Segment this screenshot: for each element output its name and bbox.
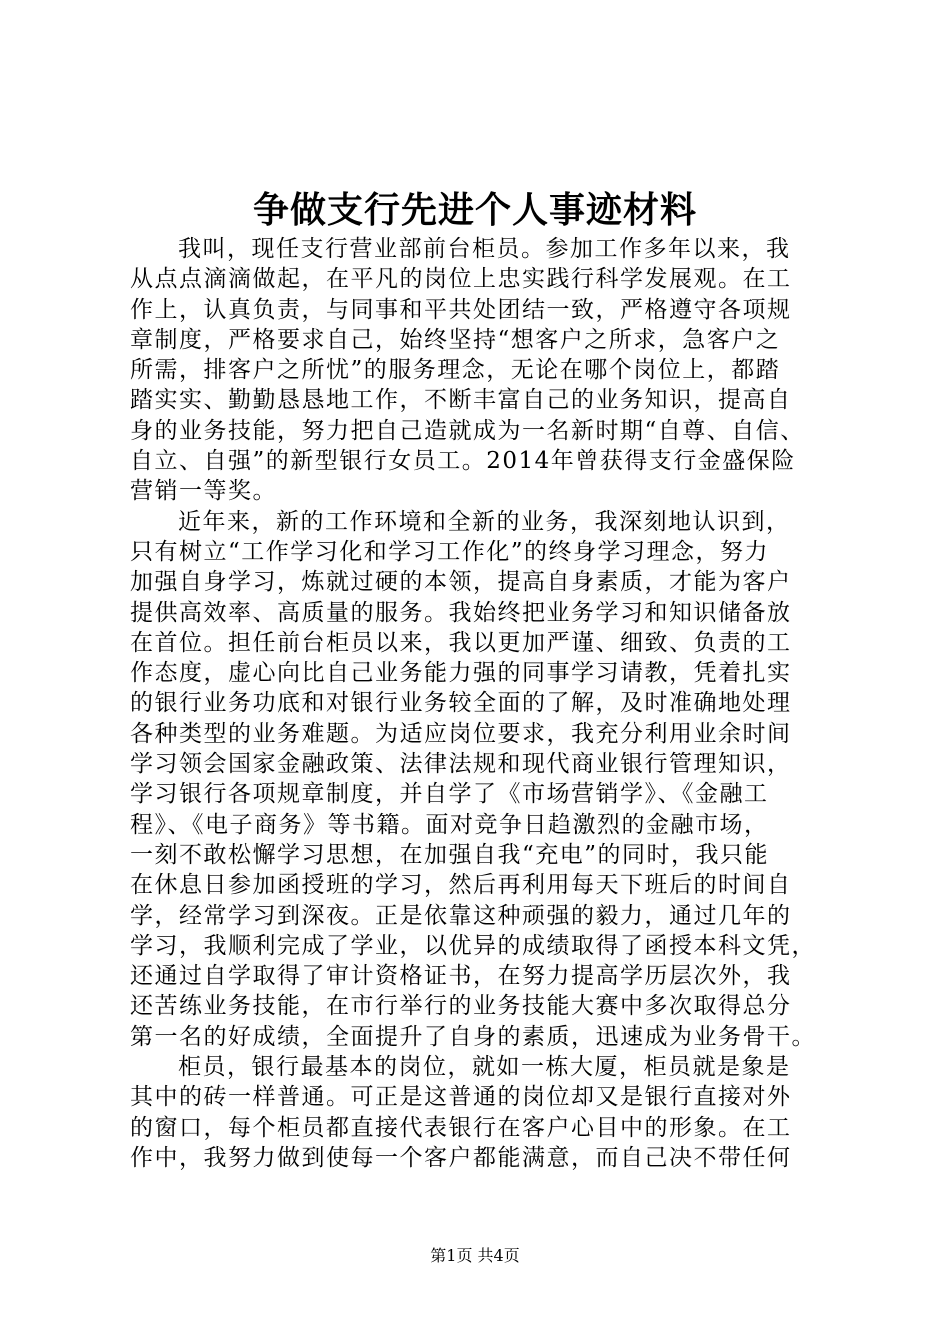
text-line: 学习银行各项规章制度，并自学了《市场营销学》、《金融工: [130, 781, 769, 808]
text-line: 只有树立“工作学习化和学习工作化”的终身学习理念，努力: [130, 538, 770, 565]
text-line: 从点点滴滴做起，在平凡的岗位上忠实践行科学发展观。在工: [130, 266, 792, 293]
text-line: 第一名的好成绩，全面提升了自身的素质，迅速成为业务骨干。: [130, 1023, 816, 1050]
text-line: 的银行业务功底和对银行业务较全面的了解，及时准确地处理: [130, 690, 792, 717]
text-line: 加强自身学习，炼就过硬的本领，提高自身素质，才能为客户: [130, 569, 792, 596]
text-line: 提供高效率、高质量的服务。我始终把业务学习和知识储备放: [130, 599, 792, 626]
text-line: 柜员，银行最基本的岗位，就如一栋大厦，柜员就是象是: [178, 1054, 791, 1081]
text-line: 程》、《电子商务》等书籍。面对竞争日趋激烈的金融市场，: [130, 811, 769, 838]
text-line: 在休息日参加函授班的学习，然后再利用每天下班后的时间自: [130, 872, 792, 899]
text-line: 近年来，新的工作环境和全新的业务，我深刻地认识到，: [178, 508, 791, 535]
text-line: 自立、自强”的新型银行女员工。2014年曾获得支行金盛保险: [130, 448, 796, 475]
text-line: 作上，认真负责，与同事和平共处团结一致，严格遵守各项规: [130, 296, 792, 323]
text-line: 所需，排客户之所忧”的服务理念，无论在哪个岗位上，都踏: [130, 357, 781, 384]
text-line: 各种类型的业务难题。为适应岗位要求，我充分利用业余时间: [130, 720, 792, 747]
document-title: 争做支行先进个人事迹材料: [252, 189, 697, 231]
text-line: 还通过自学取得了审计资格证书，在努力提高学历层次外，我: [130, 963, 792, 990]
text-line: 一刻不敢松懈学习思想，在加强自我“充电”的同时，我只能: [130, 841, 770, 868]
text-line: 还苦练业务技能，在市行举行的业务技能大赛中多次取得总分: [130, 993, 792, 1020]
text-line: 作态度，虚心向比自己业务能力强的同事学习请教，凭着扎实: [130, 660, 792, 687]
text-line: 作中，我努力做到使每一个客户都能满意，而自己决不带任何: [130, 1144, 792, 1171]
text-line: 其中的砖一样普通。可正是这普通的岗位却又是银行直接对外: [130, 1084, 792, 1111]
text-line: 踏实实、勤勤恳恳地工作，不断丰富自己的业务知识，提高自: [130, 387, 792, 414]
text-line: 学习领会国家金融政策、法律法规和现代商业银行管理知识，: [130, 751, 792, 778]
text-line: 在首位。担任前台柜员以来，我以更加严谨、细致、负责的工: [130, 629, 792, 656]
page-footer: 第1页 共4页: [430, 1246, 520, 1265]
text-line: 身的业务技能，努力把自己造就成为一名新时期“自尊、自信、: [130, 417, 805, 444]
text-line: 章制度，严格要求自己，始终坚持“想客户之所求，急客户之: [130, 326, 781, 353]
text-line: 学习，我顺利完成了学业，以优异的成绩取得了函授本科文凭，: [130, 932, 816, 959]
text-line: 我叫，现任支行营业部前台柜员。参加工作多年以来，我: [178, 236, 791, 262]
document-body: [130, 234, 830, 1173]
text-line: 营销一等奖。: [130, 478, 277, 505]
text-line: 学，经常学习到深夜。正是依靠这种顽强的毅力，通过几年的: [130, 902, 792, 929]
text-line: 的窗口，每个柜员都直接代表银行在客户心目中的形象。在工: [130, 1114, 792, 1141]
